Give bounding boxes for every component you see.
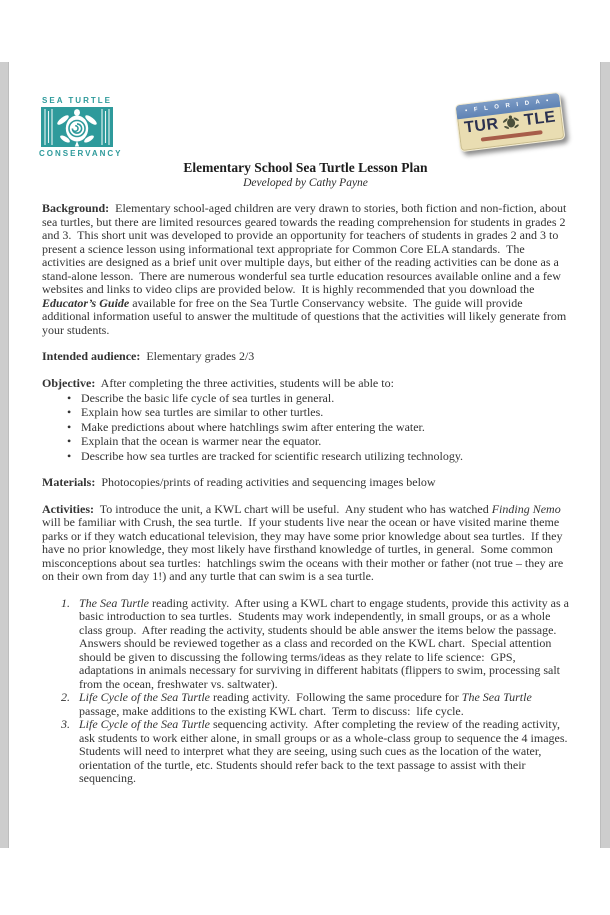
objective-label: Objective: <box>42 375 96 390</box>
turtle-logo-icon <box>41 107 113 147</box>
activity-body-text: reading activity. Following the same procedure for <box>209 690 462 705</box>
background-text-1: Elementary school-aged children are very drawn to stories, both fiction and non-fiction, about sea turtles, but there are limited resources geared towards the reading comprehension for students in grades 2 and 3. This short unit was developed to provide an opportunity for teachers of students in grades 2 and 3 to present a science lesson using informational text appropriate for Common Core ELA standards. The activities are designed as a brief unit over multiple days, but either of the reading activities can be done as a stand-alone lesson. There are numerous wonderful sea turtle education resources available online and a few websites and links to video clips are provided below. It is highly recommended that you download the <box>42 201 570 296</box>
activity-text <box>79 717 574 786</box>
activity-text <box>79 691 569 718</box>
activity-item-3 <box>42 717 574 786</box>
activity-text <box>79 595 573 692</box>
intended-audience-label: Intended audience: <box>42 349 141 363</box>
license-plate-body <box>454 92 565 153</box>
activity-numbered-list <box>42 595 574 786</box>
bullet-text: • Describe how sea turtles are tracked for scientific research utilizing technology. <box>81 448 464 463</box>
activity-passage-title: The Sea Turtle <box>461 690 532 705</box>
document-header <box>39 96 569 158</box>
logo-text-top: SEA TURTLE <box>42 96 112 105</box>
page-title: Elementary School Sea Turtle Lesson Plan <box>183 160 428 175</box>
activity-body-text: passage, make additions to the existing KWL chart. Term to discuss: life cycle. <box>79 690 535 718</box>
plate-state-label: • F L O R I D A • <box>464 97 552 115</box>
logo-text-bottom: CONSERVANCY <box>39 149 123 158</box>
objective-line <box>42 377 569 391</box>
activity-reading-title: Life Cycle of the Sea Turtle <box>79 690 210 705</box>
intended-audience-line <box>42 350 569 364</box>
activities-paragraph <box>42 503 569 584</box>
materials-text: Photocopies/prints of reading activities and sequencing images below <box>95 475 436 490</box>
activity-reading-title: The Sea Turtle <box>79 595 150 610</box>
florida-turtle-license-plate <box>454 92 565 153</box>
bullet-text: • Describe the basic life cycle of sea turtles in general. <box>81 391 335 405</box>
educators-guide-title: Educator’s Guide <box>42 295 130 310</box>
bullet-text: • Explain that the ocean is warmer near the equator. <box>81 434 322 449</box>
bullet-text: • Make predictions about where hatchlings swim after entering the water. <box>81 419 425 434</box>
objective-bullet-item <box>42 420 569 434</box>
sea-turtle-conservancy-logo <box>39 96 123 158</box>
materials-label: Materials: <box>42 475 96 490</box>
objective-intro-text: After completing the three activities, students will be able to: <box>95 375 394 390</box>
activity-body-text: reading activity. After using a KWL chart to engage students, provide this activity as a basic introduction to sea turtles. Students may work independently, in small groups, or as a whole class group. After reading the activity, students should be able answer the items below the passage. Answers should be reviewed together as a class and recorded on the KWL chart. Special attention should be given to discussing the following terms/ideas as they relate to life science: GPS, adaptations in animals necessary for surviving in different habitats (flippers to swim, processing salt from the ocean, freshwater vs. saltwater). <box>79 595 573 691</box>
document-page <box>8 62 601 848</box>
plate-right-chars: TLE <box>523 108 557 130</box>
objective-bullet-item <box>42 434 569 448</box>
page-subtitle: Developed by Cathy Payne <box>243 177 368 189</box>
activities-text-1: To introduce the unit, a KWL chart will be useful. Any student who has watched <box>93 501 492 516</box>
activity-number: 3. <box>61 717 70 732</box>
objective-bullet-item <box>42 405 569 419</box>
activity-number: 2. <box>61 690 70 705</box>
materials-line <box>42 476 569 490</box>
finding-nemo-title: Finding Nemo <box>491 501 561 516</box>
background-label: Background: <box>42 201 110 215</box>
plate-left-chars: TUR <box>463 115 500 137</box>
activity-reading-title: Life Cycle of the Sea Turtle <box>79 717 210 732</box>
activity-item-2 <box>42 691 569 718</box>
activity-number: 1. <box>61 595 70 610</box>
objective-bullet-item <box>42 391 569 405</box>
plate-turtle-icon <box>502 114 522 132</box>
bullet-text: • Explain how sea turtles are similar to other turtles. <box>81 405 324 420</box>
activities-text-2: will be familiar with Crush, the sea turtle. If your students live near the ocean or have visited marine theme parks or if they watch educational television, they may have some prior knowledge about sea turtles. If they have no prior knowledge, they most likely have firsthand knowledge of turtles, in general. Some common misconceptions about sea turtles: hatchlings swim the oceans with their mother or father (not true – they are on their own from day 1!) and any turtle that can swim is a sea turtle. <box>42 501 567 584</box>
intended-audience-text: Elementary grades 2/3 <box>140 349 255 363</box>
objective-bullet-item <box>42 449 569 463</box>
activity-item-1 <box>42 595 573 692</box>
activity-body-text: sequencing activity. After completing the review of the reading activity, ask students to work either alone, in small groups or as a whole-class group to sequence the 4 images. Students will need to interpret what they are seeing, using such cues as the location of the water, orientation of the turtle, etc. Students should refer back to the text passage to assist with their sequencing. <box>79 717 574 786</box>
background-text-2: available for free on the Sea Turtle Conservancy website. The guide will provide additional information useful to answer the multitude of questions that the activities will likely generate from your students. <box>42 295 570 337</box>
activities-label: Activities: <box>42 501 94 516</box>
objective-bullet-list <box>42 391 569 463</box>
background-paragraph <box>42 202 569 337</box>
